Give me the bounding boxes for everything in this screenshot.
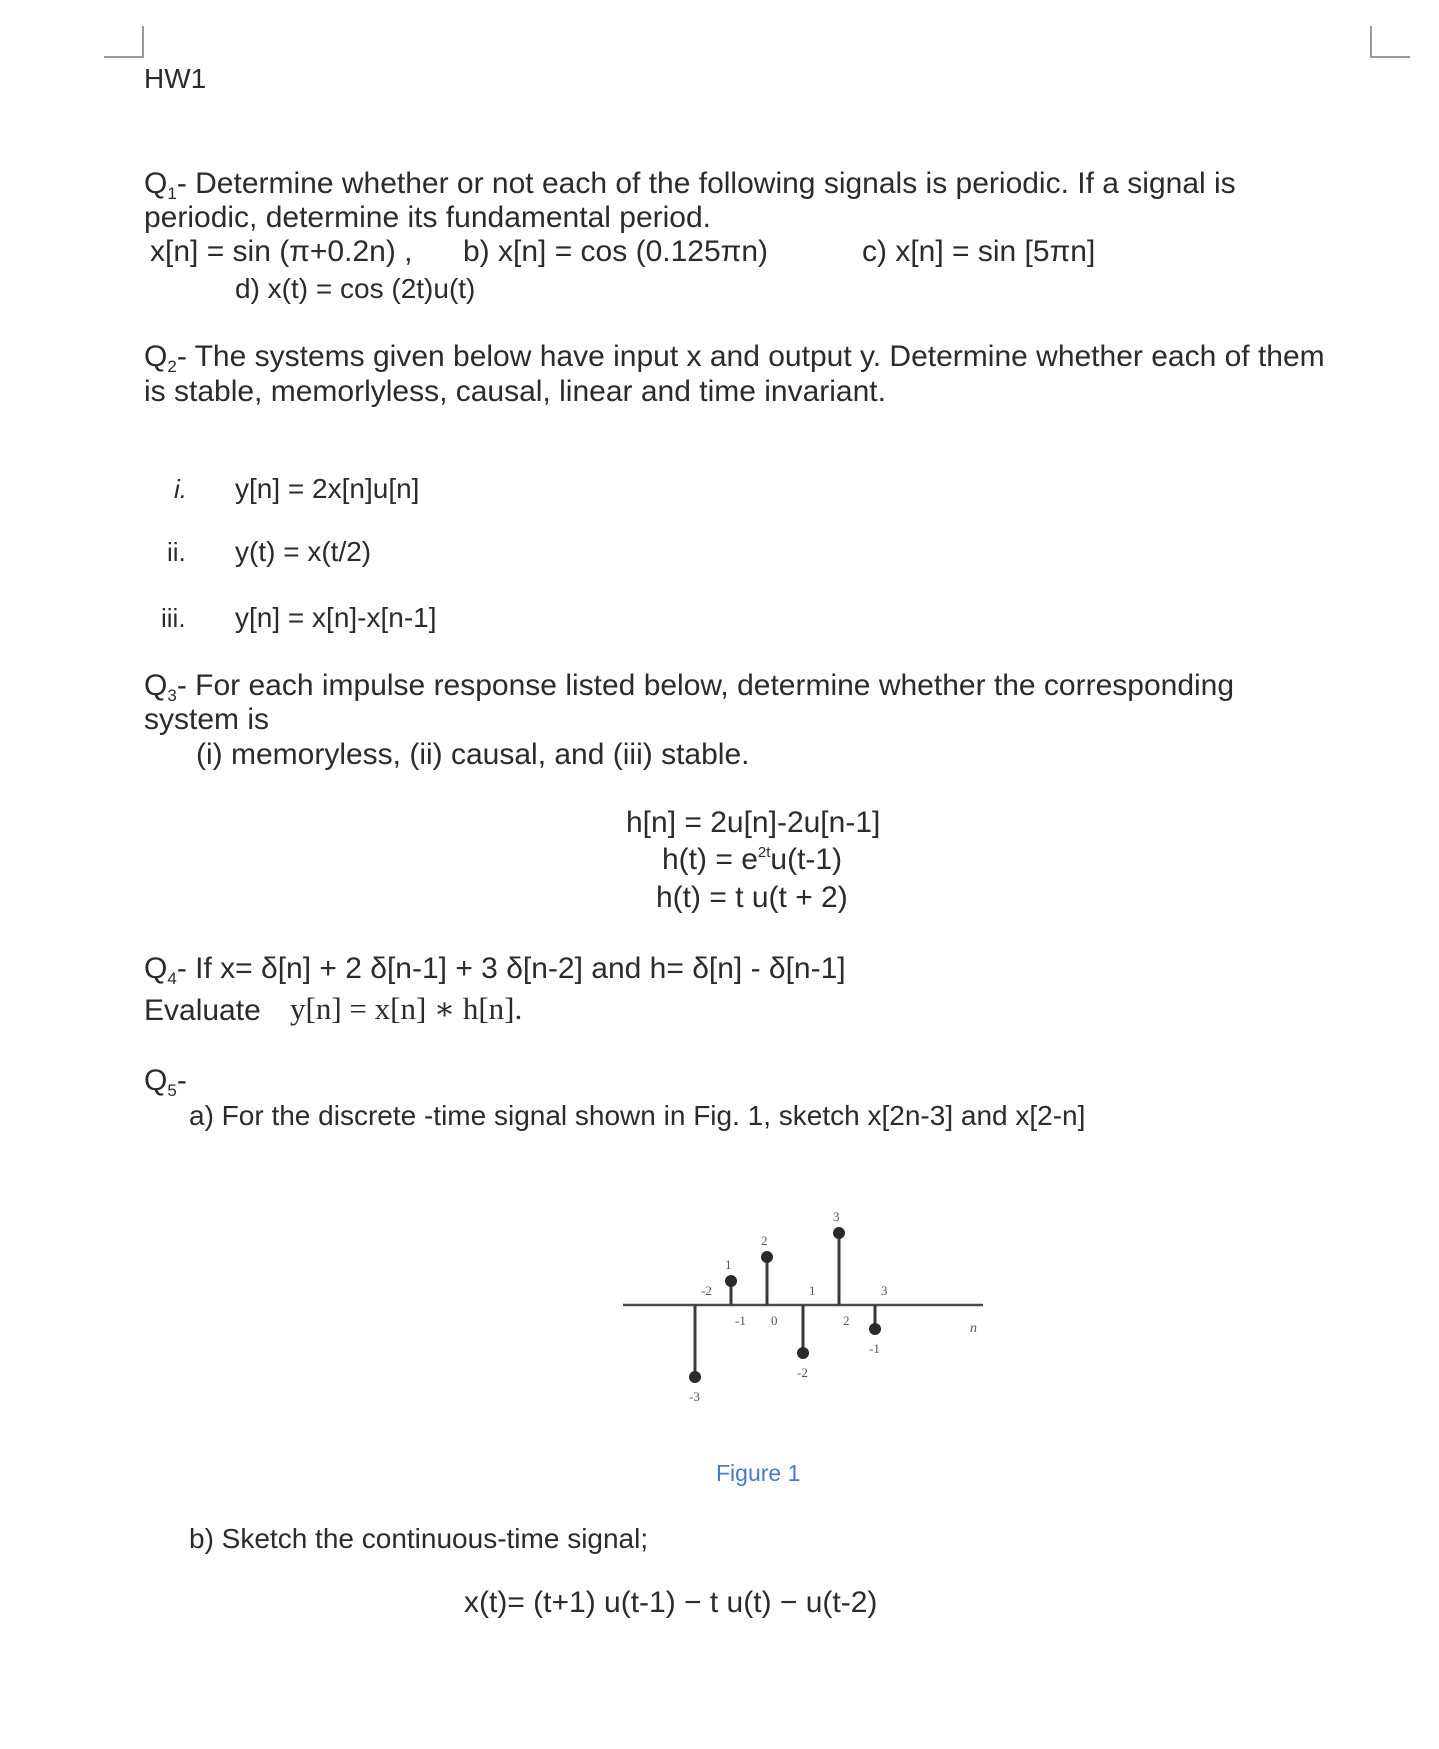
q4-lead: - If x= δ[n] + 2 δ[n-1] + 3 δ[n-2] and h= δ[n] - δ[n-1]	[176, 952, 846, 985]
stem-dot	[797, 1347, 809, 1359]
stem-value-label: -3	[689, 1389, 700, 1404]
q3-h2	[662, 843, 842, 882]
q2-number: 2	[167, 357, 177, 376]
q2-item-text: y[n] = x[n]-x[n-1]	[235, 602, 437, 633]
q3-line3: (i) memoryless, (ii) causal, and (iii) stable.	[196, 738, 750, 771]
corner-mark-left	[104, 26, 144, 58]
stem-dot	[689, 1371, 701, 1383]
q1-part-a: x[n] = sin (π+0.2n) ,	[150, 235, 413, 268]
n-tick-label: -2	[701, 1283, 712, 1298]
q5-heading: $Q_5-$	[144, 1064, 187, 1100]
stem-value-label: -2	[797, 1365, 808, 1380]
n-tick-label: 3	[881, 1283, 888, 1298]
q2-lead: - The systems given below have input x and output y. Determine whether each of them	[176, 340, 1325, 373]
q3-line2: system is	[144, 703, 270, 736]
q3-h2-exponent: 2t	[757, 844, 771, 861]
n-tick-label: 0	[771, 1313, 778, 1328]
q3-lead: - For each impulse response listed below, determine whether the corresponding	[176, 669, 1235, 702]
q2-heading: $Q_2-$ The systems given below have input x and output y. Determine whether each of them	[144, 340, 1325, 376]
q2-item-mark: ii.	[167, 537, 186, 567]
q2-item-text: y(t) = x(t/2)	[235, 536, 372, 567]
q5-part-a: a) For the discrete -time signal shown in Fig. 1, sketch x[2n-3] and x[2-n]	[189, 1100, 1086, 1131]
q3-h2-base: h(t) = e	[662, 843, 758, 876]
q3-heading: $Q_3-$ For each impulse response listed below, determine whether the corresponding	[144, 669, 1235, 705]
q1-part-d: d) x(t) = cos (2t)u(t)	[235, 273, 476, 304]
q2-line2: is stable, memorlyless, causal, linear and time invariant.	[144, 375, 886, 408]
q4-number: 4	[167, 969, 177, 988]
q1-lead: - Determine whether or not each of the following signals is periodic. If a signal is	[176, 167, 1236, 200]
q4-heading: $Q_4-$ If x= δ[n] + 2 δ[n-1] + 3 δ[n-2] and h= δ[n] - δ[n-1]	[144, 952, 846, 988]
stem-dot	[833, 1227, 845, 1239]
stem-value-label: -1	[869, 1341, 880, 1356]
n-tick-label: -1	[735, 1313, 746, 1328]
q1-line2: periodic, determine its fundamental period.	[144, 201, 711, 234]
stem-dot	[869, 1323, 881, 1335]
q3-number: 3	[167, 686, 177, 705]
stem-value-label: 3	[833, 1209, 840, 1224]
n-tick-label: 2	[843, 1313, 850, 1328]
figure-caption: Figure 1	[716, 1460, 801, 1486]
q1-part-b: b) x[n] = cos (0.125πn)	[463, 235, 769, 268]
q2-item-text: y[n] = 2x[n]u[n]	[235, 473, 420, 504]
q5-signal: x(t)= (t+1) u(t-1) − t u(t) − u(t-2)	[464, 1586, 878, 1619]
q5-part-b: b) Sketch the continuous-time signal;	[189, 1523, 649, 1554]
q5-dash: -	[176, 1064, 187, 1097]
corner-mark-right	[1370, 26, 1410, 58]
n-tick-label: 1	[809, 1283, 816, 1298]
q1-heading: $Q_1-$ Determine whether or not each of the following signals is periodic. If a signal is	[144, 167, 1236, 203]
stem-value-label: 1	[725, 1257, 732, 1272]
q4-expression: y[n] = x[n] ∗ h[n].	[290, 991, 523, 1026]
figure-1-stem-plot	[605, 1180, 1025, 1450]
n-axis-label: n	[970, 1321, 977, 1336]
q4-evaluate: Evaluate	[144, 994, 261, 1027]
q2-item-mark: iii.	[161, 603, 186, 633]
page-title: HW1	[144, 63, 207, 94]
stem-dot	[761, 1251, 773, 1263]
q3-h1: h[n] = 2u[n]-2u[n-1]	[626, 806, 881, 839]
q1-number: 1	[167, 184, 177, 203]
q5-number: 5	[167, 1081, 177, 1100]
stem-dot	[725, 1275, 737, 1287]
stem-value-label: 2	[761, 1233, 768, 1248]
q1-part-c: c) x[n] = sin [5πn]	[862, 235, 1096, 268]
q2-item-mark: i.	[174, 474, 187, 504]
q3-h3: h(t) = t u(t + 2)	[656, 881, 848, 914]
q3-h2-tail: u(t-1)	[770, 843, 843, 876]
